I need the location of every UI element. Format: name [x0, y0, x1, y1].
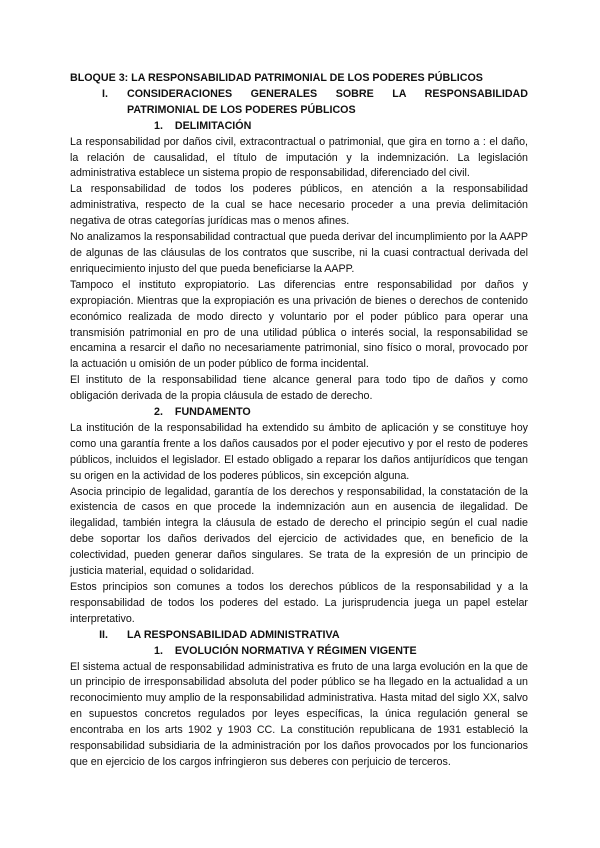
paragraph: La responsabilidad de todos los poderes públicos, en atención a la responsabilidad administrativa, respecto de la cual se hace necesario proceder a una previa delimitación negativa de otras categorías jurídicas mas o menos afines.	[70, 183, 528, 228]
paragraph: Asocia principio de legalidad, garantía de los derechos y responsabilidad, la constatación de la existencia de casos en que procede la indemnización aun en ausencia de ilegalidad. De ilegalidad, también integra la cláusula de estado de derecho el principio según el cual nadie debe soportar los daños derivados del ejercicio de actividades que, en beneficio de la colectividad, pueden generar daños singulares. Se trata de la expresión de un principio de justicia material, equidad o solidaridad.	[70, 485, 528, 578]
subsection-number: 1.	[154, 644, 163, 657]
paragraph: La responsabilidad por daños civil, extracontractual o patrimonial, que gira en torno a : el daño, la relación de causalidad, el título de imputación y la indemnización. La legislación administrativa establece un sistema propio de responsabilidad, diferenciado del civil.	[70, 135, 528, 180]
section-heading-1	[70, 87, 528, 119]
document-page	[70, 71, 528, 771]
subsection-heading-delimitacion	[70, 119, 528, 135]
section-heading-2	[70, 628, 528, 644]
subsection-number: 2.	[154, 406, 163, 419]
section-number: II.	[99, 628, 108, 641]
paragraph: El instituto de la responsabilidad tiene alcance general para todo tipo de daños y como obligación derivada de la propia cláusula de estado de derecho.	[70, 374, 528, 403]
section-number: I.	[102, 87, 108, 100]
subsection-number: 1.	[154, 119, 163, 132]
section-title: LA RESPONSABILIDAD ADMINISTRATIVA	[127, 628, 340, 641]
paragraph: No analizamos la responsabilidad contractual que pueda derivar del incumplimiento por la AAPP de algunas de las cláusulas de los contratos que suscribe, ni la cuasi contractual derivada del enriquecimiento injusto del que pueda beneficiarse la AAPP.	[70, 231, 528, 275]
paragraph: La institución de la responsabilidad ha extendido su ámbito de aplicación y se constituye hoy como una garantía frente a los daños causados por el poder ejecutivo y por el resto de poderes públicos, incluidos el legislador. El estado obligado a reparar los daños antijurídicos que tengan su origen en la actividad de los poderes públicos, sin excepción alguna.	[70, 421, 528, 482]
subsection-heading-evolucion	[70, 644, 528, 660]
subsection-title: FUNDAMENTO	[174, 406, 251, 419]
subsection-title: DELIMITACIÓN	[174, 119, 252, 132]
document-title: BLOQUE 3: LA RESPONSABILIDAD PATRIMONIAL DE LOS PODERES PÚBLICOS	[70, 72, 483, 84]
paragraph: Tampoco el instituto expropiatorio. Las diferencias entre responsabilidad por daños y expropiación. Mientras que la expropiación es una privación de bienes o derechos de contenido económico realizada de modo directo y voluntario por el poder público para operar una transmisión patrimonial en pro de una utilidad pública o interés social, la responsabilidad se encamina a resarcir el daño no necesariamente patrimonial, sino físico o moral, provocado por la actuación u omisión de un poder público de forma incidental.	[70, 278, 528, 371]
paragraph: El sistema actual de responsabilidad administrativa es fruto de una larga evolución en la que de un principio de irresponsabilidad absoluta del poder público se ha llegado en la actualidad a un reconocimiento muy amplio de la responsabilidad administrativa. Hasta mitad del siglo XX, salvo en supuestos concretos regulados por leyes específicas, la única regulación general se encontraba en los arts 1902 y 1903 CC. La constitución republicana de 1931 estableció la responsabilidad subsidiaria de la administración por los daños provocados por los funcionarios que en ejercicio de los cargos infringieron sus deberes con perjuicio de terceros.	[70, 660, 528, 768]
subsection-title: EVOLUCIÓN NORMATIVA Y RÉGIMEN VIGENTE	[174, 644, 417, 657]
paragraph: Estos principios son comunes a todos los derechos públicos de la responsabilidad y a la responsabilidad de todos los poderes del estado. La jurisprudencia juega un papel estelar interpretativo.	[70, 581, 528, 625]
section-title: CONSIDERACIONES GENERALES SOBRE LA RESPONSABILIDAD PATRIMONIAL DE LOS PODERES PÚBLICOS	[127, 87, 528, 116]
subsection-heading-fundamento	[70, 405, 528, 421]
